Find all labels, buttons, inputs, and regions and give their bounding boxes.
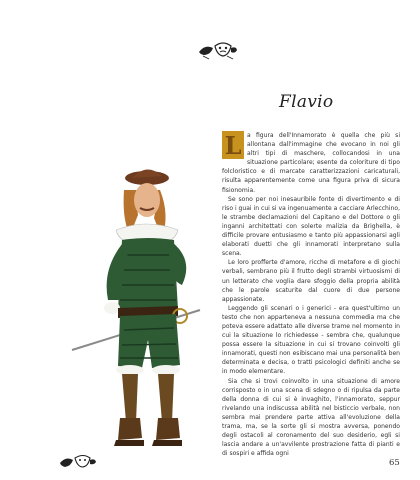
chapter-title: Flavio xyxy=(279,92,334,112)
innamorato-costume-illustration xyxy=(62,160,212,460)
svg-text:L: L xyxy=(224,131,242,159)
paragraph: Le loro profferte d'amore, ricche di metafore e di giochi verbali, sembrano più il frutto degli strambi virtuosismi di un letterato che voglia dare sfoggio della propria abilità che le parole scaturite dal cuore di due persone appassionate. xyxy=(222,259,400,303)
theatre-masks-footer-icon xyxy=(58,453,98,471)
paragraph: Se sono per noi inesauribile fonte di divertimento e di riso i guai in cui si va ingenuamente a cacciare Arlecchino, le strambe declamazioni del Capitano e del Dottore o gli inganni architettati con solerte malizia da Brighella, è difficile provare entusiasmo e tanto più appassionarsi agli elaborati duetti che gli innamorati interpretano sulla scena. xyxy=(222,195,400,258)
paragraph: Leggendo gli scenari o i generici - era quest'ultimo un testo che non apparteneva a nessuna commedia ma che poteva essere adattato alle diverse trame nel momento in cui la situazione lo richiedesse - sembra che, qualunque possa essere la situazione in cui si trovano coinvolti gli innamorati, questi non esibiscano mai una personalità ben determinata e decisa, o tratti psicologici definiti anche se in modo elementare. xyxy=(222,304,400,376)
paragraph: a figura dell'Innamorato è quella che più si allontana dall'immagine che evocano in noi gli altri tipi di maschere, collocandosi in una situazione particolare; esente da coloriture di tipo folcloristico e di marcate caratterizzazioni caricaturali, risulta apparentemente come una figura priva di sicura fisionomia. xyxy=(222,132,400,194)
paragraph: Sia che si trovi coinvolto in una situazione di amore corrisposto o in una scena di sdegno o di ripulsa da parte della donna di cui si è invaghito, l'innamorato, seppur rivelando una indiscussa abilità nel bisticcio verbale, non sembra mai prendere parte attiva all'evoluzione della trama, ma, se la sorte gli si mostra avversa, ponendo degli ostacoli al coronamento del suo desiderio, egli si lascia andare a un'avvilente prostrazione fatta di pianti e di sospiri e affida ogni xyxy=(222,377,400,458)
page-number: 65 xyxy=(389,458,400,468)
theatre-masks-ornament-icon xyxy=(197,40,239,60)
body-text xyxy=(222,131,400,458)
